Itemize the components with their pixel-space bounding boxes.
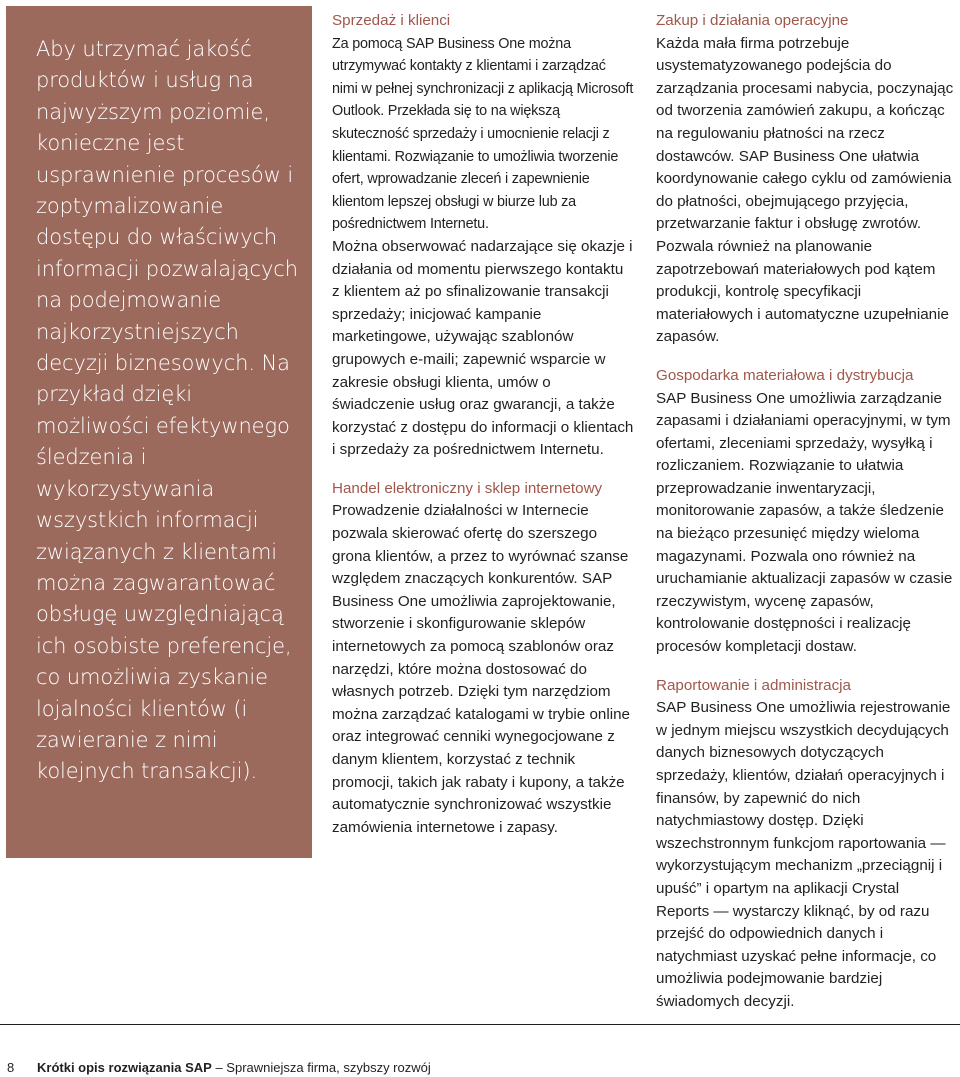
sidebar-quote-text: Aby utrzymać jakość produktów i usług na najwyższym poziomie, konieczne jest usprawnienie procesów i zoptymalizowanie dostępu do właściwych informacji pozwalających na podejmowanie najkorzystniejszych decyzji biznesowych. Na przykład dzięki możliwości efektywnego śledzenia i wykorzystywania wszystkich informacji związanych z klientami można zagwarantować obsługę uwzględniającą ich osobiste preferencje, co umożliwia zyskanie lojalności klientów (i zawieranie z nimi kolejnych transakcji). — [36, 37, 298, 784]
section-inventory — [656, 365, 956, 659]
section-ecommerce — [332, 478, 634, 840]
page-number: 8 — [7, 1060, 15, 1075]
sidebar-quote-box — [6, 6, 312, 858]
section-reporting — [656, 675, 956, 1014]
footer-subtitle: Sprawniejsza firma, szybszy rozwój — [226, 1060, 431, 1075]
section-body-sales-intro: Za pomocą SAP Business One można utrzymywać kontakty z klientami i zarządzać nimi w pełnej synchronizacji z aplikacją Microsoft Outlook. Przekłada się to na większą skuteczność sprzedaży i umocnienie relacji z klientami. Rozwiązanie to umożliwia tworzenie ofert, wprowadzanie zleceń i zapewnienie klientom lepszej obsługi w biurze lub za pośrednictwem Internetu. — [332, 35, 634, 233]
section-heading-sales: Sprzedaż i klienci — [332, 12, 451, 29]
footer-title-bold: Krótki opis rozwiązania SAP — [37, 1060, 212, 1075]
right-column — [656, 10, 956, 1014]
middle-column — [332, 10, 634, 839]
section-body-reporting: SAP Business One umożliwia rejestrowanie w jednym miejscu wszystkich decydujących danych biznesowych dotyczących sprzedaży, klientów, działań operacyjnych i finansów, by zapewnić do nich natychmiastowy dostęp. Dzięki wszechstronnym funkcjom raportowania — wykorzystującym mechanizm „przeciągnij i upuść” i opartym na aplikacji Crystal Reports — wystarczy kliknąć, by od razu przejść do odpowiednich danych i natychmiast uzyskać pełne informacje, co umożliwia podejmowanie bardziej świadomych decyzji. — [656, 699, 951, 1010]
section-purchasing — [656, 10, 956, 349]
footer-divider — [0, 1024, 960, 1025]
section-body-ecommerce: Prowadzenie działalności w Internecie pozwala skierować ofertę do szerszego grona klientów, a przez to wyrównać szanse względem znaczących konkurentów. SAP Business One umożliwia zaprojektowanie, stworzenie i skonfigurowanie sklepów internetowych za pomocą szablonów oraz narzędzi, które można dostosować do własnych potrzeb. Dzięki tym narzędziom można zarządzać katalogami w trybie online oraz integrować cenniki wynegocjowane z danym klientem, korzystać z technik promocji, takich jak rabaty i kupony, a także automatycznie synchronizować wszystkie zamówienia internetowe i zapasy. — [332, 502, 630, 836]
section-heading-inventory: Gospodarka materiałowa i dystrybucja — [656, 366, 914, 384]
section-body-inventory: SAP Business One umożliwia zarządzanie zapasami i działaniami operacyjnymi, w tym ofertami, zleceniami sprzedaży, wysyłką i rozliczaniem. Rozwiązanie to ułatwia przeprowadzanie inwentaryzacji, monitorowanie zapasów, a także śledzenie na bieżąco przesunięć między wieloma magazynami. Pozwala ono również na uruchamianie aktualizacji zapasów w czasie rzeczywistym, wycenę zapasów, kontrolowanie dostępności i realizację procesów kompletacji dostaw. — [656, 389, 953, 656]
section-heading-purchasing: Zakup i działania operacyjne — [656, 12, 849, 29]
section-heading-reporting: Raportowanie i administracja — [656, 676, 851, 694]
footer-title — [37, 1060, 431, 1075]
section-body-sales: Można obserwować nadarzające się okazje i działania od momentu pierwszego kontaktu z klientem aż po sfinalizowanie transakcji sprzedaży; inicjować kampanie marketingowe, używając szablonów grupowych e-maili; zapewnić wsparcie w zakresie obsługi klienta, umów o świadczenie usług oraz gwarancji, a także korzystać z dostępu do informacji o klientach i sprzedaży za pośrednictwem Internetu. — [332, 237, 634, 459]
section-heading-ecommerce: Handel elektroniczny i sklep internetowy — [332, 479, 603, 497]
footer-title-dash: – — [211, 1060, 227, 1075]
page-footer — [0, 1024, 960, 1077]
section-body-purchasing: Każda mała firma potrzebuje usystematyzowanego podejścia do zarządzania procesami nabycia, poczynając od tworzenia zamówień zakupu, a kończąc na regulowaniu płatności na rzecz dostawców. SAP Business One ułatwia koordynowanie całego cyklu od zamówienia do płatności, obejmującego przyjęcia, przetwarzanie faktur i obsługę zwrotów. Pozwala również na planowanie zapotrzebowań materiałowych pod kątem produkcji, kontrolę specyfikacji materiałowych i automatyczne uzupełnianie zapasów. — [656, 34, 954, 346]
section-sales — [332, 10, 634, 462]
